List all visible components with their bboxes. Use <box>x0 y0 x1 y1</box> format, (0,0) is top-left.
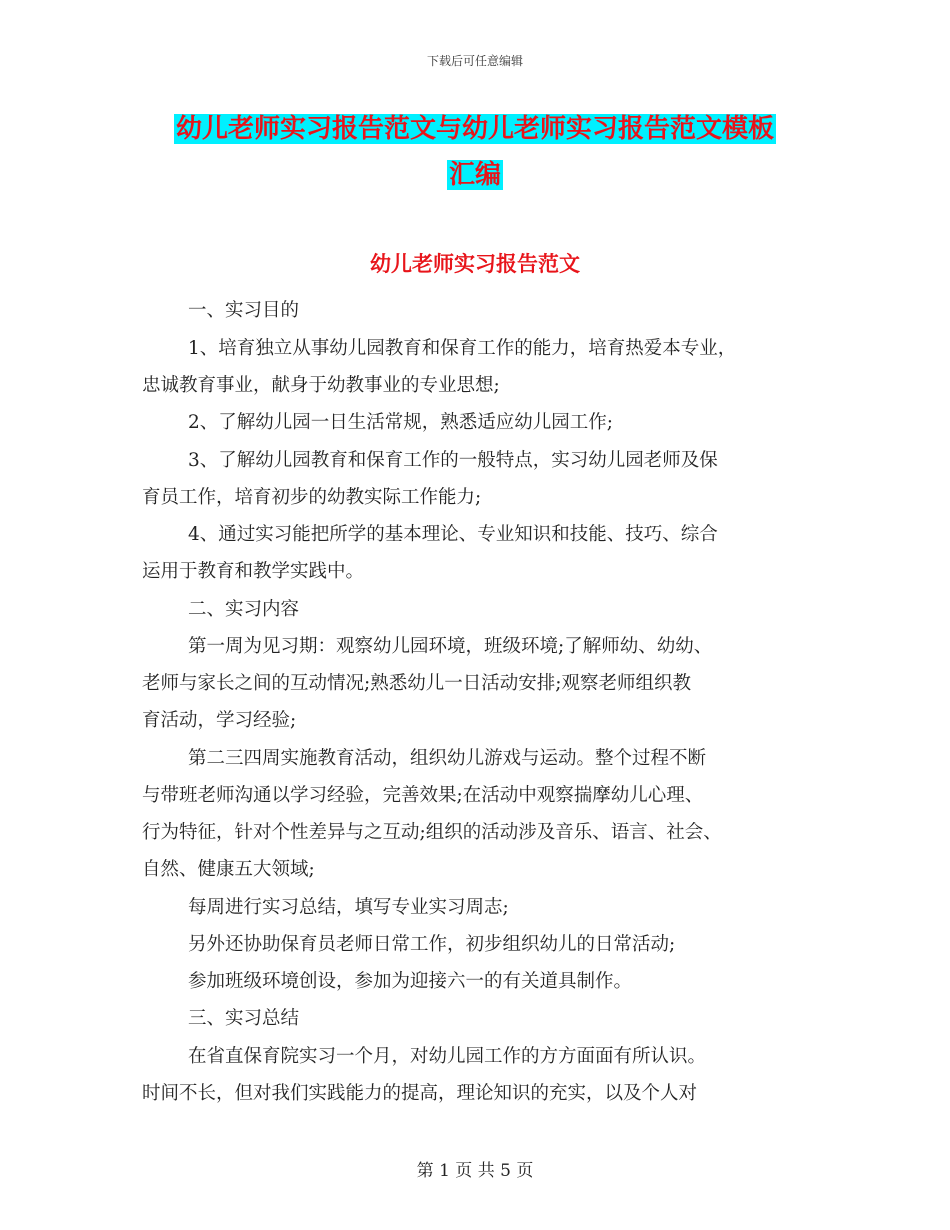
section-title: 幼儿老师实习报告范文 <box>370 252 580 276</box>
paragraph-line: 第二三四周实施教育活动，组织幼儿游戏与运动。整个过程不断 <box>188 748 707 769</box>
document-title-line-2: 汇编 <box>448 160 501 190</box>
paragraph-line: 4、通过实习能把所学的基本理论、专业知识和技能、技巧、综合 <box>188 524 718 545</box>
paragraph-line: 每周进行实习总结，填写专业实习周志; <box>188 897 509 918</box>
paragraph-line: 1、培育独立从事幼儿园教育和保育工作的能力，培育热爱本专业， <box>188 338 737 359</box>
paragraph-line: 老师与家长之间的互动情况;熟悉幼儿一日活动安排;观察老师组织教 <box>142 673 691 694</box>
heading-purpose: 一、实习目的 <box>188 300 300 321</box>
paragraph-line: 运用于教育和教学实践中。 <box>142 561 365 582</box>
page-footer-number: 第 1 页 共 5 页 <box>416 1161 534 1181</box>
paragraph-line: 第一周为见习期：观察幼儿园环境，班级环境;了解师幼、幼幼、 <box>188 636 713 657</box>
paragraph-line: 另外还协助保育员老师日常工作，初步组织幼儿的日常活动; <box>188 934 676 955</box>
paragraph-line: 3、了解幼儿园教育和保育工作的一般特点，实习幼儿园老师及保 <box>188 450 718 471</box>
heading-content: 二、实习内容 <box>188 599 300 620</box>
paragraph-line: 在省直保育院实习一个月，对幼儿园工作的方方面面有所认识。 <box>188 1046 707 1067</box>
paragraph-line: 行为特征，针对个性差异与之互动;组织的活动涉及音乐、语言、社会、 <box>142 822 722 843</box>
paragraph-line: 2、了解幼儿园一日生活常规，熟悉适应幼儿园工作; <box>188 412 614 433</box>
paragraph-line: 时间不长，但对我们实践能力的提高，理论知识的充实，以及个人对 <box>142 1083 698 1104</box>
page-header-note: 下载后可任意编辑 <box>426 54 523 68</box>
paragraph-line: 与带班老师沟通以学习经验，完善效果;在活动中观察揣摩幼儿心理、 <box>142 785 704 806</box>
paragraph-line: 自然、健康五大领域; <box>142 859 315 880</box>
paragraph-line: 忠诚教育事业，献身于幼教事业的专业思想; <box>142 375 500 396</box>
heading-summary: 三、实习总结 <box>188 1008 300 1029</box>
paragraph-line: 育活动，学习经验; <box>142 710 297 731</box>
paragraph-line: 参加班级环境创设，参加为迎接六一的有关道具制作。 <box>188 971 633 992</box>
document-title-line-1: 幼儿老师实习报告范文与幼儿老师实习报告范文模板 <box>175 114 774 144</box>
paragraph-line: 育员工作，培育初步的幼教实际工作能力; <box>142 487 482 508</box>
